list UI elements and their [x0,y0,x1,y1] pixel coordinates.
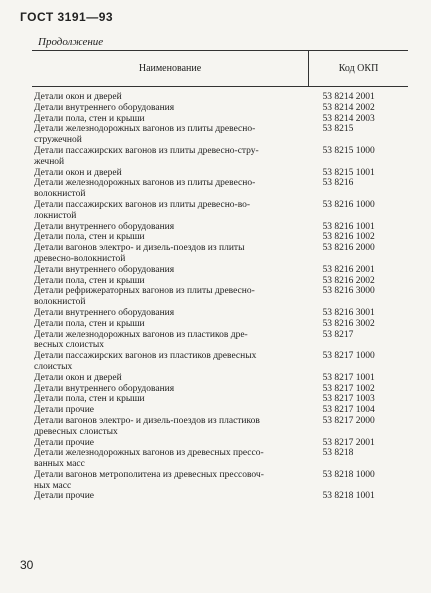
table-row [32,438,408,449]
row-code: 53 8217 1002 [322,383,375,394]
table-row [32,168,408,179]
row-code: 53 8214 2003 [322,113,375,124]
row-name: Детали пассажирских вагонов из плиты древесно-стру- жечной [34,145,259,167]
row-name: Детали пассажирских вагонов из плиты древесно-во- локнистой [34,199,251,221]
row-name: Детали вагонов электро- и дизель-поездов из пластиков древесных слоистых [34,415,260,437]
table-row [32,405,408,416]
row-code: 53 8218 [322,448,354,459]
row-code: 53 8218 1001 [322,491,375,502]
row-name: Детали пассажирских вагонов из пластиков древесных слоистых [34,351,257,372]
row-name: Детали внутреннего оборудования [34,102,175,113]
table-row [32,124,408,146]
table-row [32,308,408,319]
row-code: 53 8216 1000 [322,199,375,210]
row-code: 53 8217 1004 [322,405,375,416]
table-row [32,146,408,168]
row-code: 53 8216 2000 [322,243,375,254]
table-row [32,470,408,492]
row-name: Детали пола, стен и крыши [34,113,145,124]
row-name: Детали внутреннего оборудования [34,307,175,318]
row-name: Детали прочие [34,437,94,448]
table-row [32,373,408,384]
row-code: 53 8216 1002 [322,232,375,243]
table-row [32,114,408,125]
row-code: 53 8215 [322,124,354,135]
table-row [32,92,408,103]
row-code: 53 8217 [322,329,354,340]
column-header-name: Наименование [138,63,202,74]
table-row [32,416,408,438]
row-name: Детали железнодорожных вагонов из плиты древесно- волокнистой [34,178,256,200]
row-name: Детали внутреннего оборудования [34,264,175,275]
column-header-code: Код ОКП [338,63,379,74]
row-name: Детали окон и дверей [34,92,122,102]
row-name: Детали рефрижераторных вагонов из плиты древесно- волокнистой [34,286,255,308]
table-body [32,92,408,502]
table-row [32,384,408,395]
page-number: 30 [20,558,34,572]
row-code: 53 8216 1001 [322,221,375,232]
row-code: 53 8217 1000 [322,351,375,362]
row-code: 53 8218 1000 [322,469,375,480]
table-row [32,232,408,243]
table-top-border [32,50,408,51]
table-row [32,491,408,502]
row-name: Детали окон и дверей [34,372,122,383]
classification-table [32,50,408,535]
row-code: 53 8216 3001 [322,307,375,318]
row-name: Детали окон и дверей [34,167,122,178]
row-name: Детали внутреннего оборудования [34,221,175,232]
row-code: 53 8217 2001 [322,437,375,448]
header-bottom-border [32,86,408,87]
row-code: 53 8215 1001 [322,167,375,178]
row-name: Детали прочие [34,491,94,502]
table-row [32,265,408,276]
table-row [32,222,408,233]
row-name: Детали железнодорожных вагонов из плиты древесно- стружечной [34,124,256,146]
document-header: ГОСТ 3191—93 [20,10,114,24]
row-code: 53 8216 2002 [322,275,375,286]
table-row [32,276,408,287]
row-code: 53 8215 1000 [322,145,375,156]
row-name: Детали пола, стен и крыши [34,275,145,286]
row-name: Детали железнодорожных вагонов из пластиков дре- весных слоистых [34,329,248,351]
table-row [32,200,408,222]
table-row [32,448,408,470]
row-code: 53 8217 1001 [322,372,375,383]
row-name: Детали вагонов электро- и дизель-поездов из плиты древесно-волокнистой [34,243,245,264]
row-name: Детали прочие [34,405,94,416]
table-row [32,330,408,352]
row-code: 53 8216 3002 [322,318,375,329]
row-code: 53 8214 2002 [322,102,375,113]
row-name: Детали пола, стен и крыши [34,318,145,329]
row-name: Детали внутреннего оборудования [34,383,175,394]
table-row [32,103,408,114]
table-row [32,243,408,265]
row-code: 53 8216 [322,178,354,189]
table-row [32,394,408,405]
row-code: 53 8217 1003 [322,394,375,405]
table-row [32,178,408,200]
table-row [32,319,408,330]
row-code: 53 8217 2000 [322,415,375,426]
row-name: Детали железнодорожных вагонов из древесных прессо- ванных масс [34,448,264,470]
row-name: Детали вагонов метрополитена из древесных прессовоч- ных масс [34,469,264,491]
row-name: Детали пола, стен и крыши [34,394,145,405]
table-row [32,286,408,308]
row-code: 53 8216 2001 [322,264,375,275]
row-code: 53 8216 3000 [322,286,375,297]
row-code: 53 8214 2001 [322,92,375,102]
continued-label: Продолжение [38,36,104,48]
row-name: Детали пола, стен и крыши [34,232,145,243]
table-row [32,351,408,373]
